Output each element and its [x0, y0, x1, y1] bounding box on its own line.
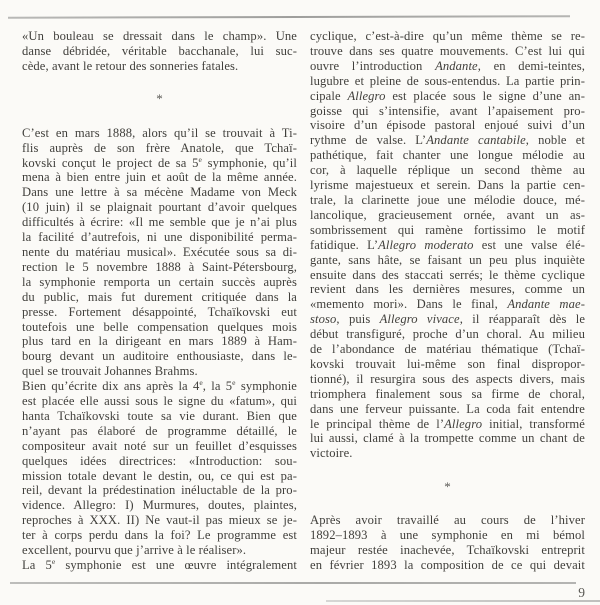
text-line: Bien qu’écrite dix ans après la 4e, la 5e symphonie [22, 377, 297, 394]
text-line: ter à corps perdu dans la foi? Le programme est [22, 528, 297, 543]
text-line: compositeur avait noté sur un feuillet d’esquisses [22, 438, 297, 453]
paragraph [22, 379, 297, 558]
text-line: rythme de valse. L’Andante cantabile, noble et [310, 133, 586, 148]
text-line: pathétique, fait chanter une longue mélodie au [310, 148, 585, 163]
text-line: vidence. Allegro: I) Murmures, doutes, plaintes, [22, 498, 297, 513]
text-line: nente du matériau musical». Exécutée sous sa di- [22, 244, 297, 259]
text-line: visoire d’un épisode pastoral enjoué suivi d’un [310, 118, 585, 133]
text-line: C’est en mars 1888, alors qu’il se trouvait à Ti- [22, 125, 297, 140]
text-line: difficultés à écrire: «Il me semble que je n’ai plus [22, 215, 297, 230]
text-line: bourg devant un auditoire enthousiaste, dans le- [22, 349, 297, 364]
text-line: quel se trouvait Johannes Brahms. [22, 364, 198, 379]
text-line: est placée elle aussi sous le signe du «fatum», qui [22, 394, 297, 409]
text-line: flis auprès de son frère Anatole, que Tchaï- [22, 140, 297, 155]
text-columns [22, 29, 585, 573]
page-top-edge-line [8, 15, 570, 18]
text-line: toutefois une belle compensation quelques mois [22, 319, 297, 334]
text-line: mission totale devant le destin, ou, ce qui est pa- [22, 468, 297, 483]
text-line: triomphera finalement sous sa firme de choral, [310, 386, 585, 401]
text-line: tionné), il resurgira sous des aspects divers, mais [310, 371, 585, 386]
text-line: reproches à XXX. II) Ne vaut-il pas mieux se je- [22, 513, 297, 528]
text-line: danse débridée, véritable bacchanale, lui suc- [22, 43, 297, 58]
paragraph [22, 29, 297, 74]
text-line: excellent, pourvu que j’arrive à le réaliser». [22, 543, 247, 558]
text-line: la facilité d’autrefois, ni une disponibilité perma- [22, 230, 297, 245]
asterisk-glyph: * [444, 478, 451, 494]
text-line: La 5e symphonie est une œuvre intégralement [22, 556, 297, 572]
text-line: presse. Fortement désappointé, Tchaïkovski eut [22, 304, 297, 319]
text-line: cède, avant le retour des sonneries fatales. [22, 58, 239, 73]
asterisk-glyph: * [156, 91, 163, 107]
text-line: 1892–1893 à une symphonie en mi bémol [310, 528, 585, 543]
text-line: (10 juin) il se plaignait pourtant d’avoir quelques [22, 200, 297, 215]
right-column [310, 29, 585, 573]
text-line: mena à bien entre juin et août de la même année. [22, 170, 297, 185]
text-line: n’ayant pas élaboré de programme détaillé, le [22, 423, 297, 438]
text-line: kovski trouvait lui-même son final dispropor- [310, 356, 585, 371]
text-line: reil, devant la prédestination inéluctable de la pro- [22, 483, 297, 498]
text-line: plus tard en la dirigeant en mars 1889 à Ham- [22, 334, 297, 349]
text-line: «Un bouleau se dressait dans le champ». Une [22, 29, 297, 43]
text-line: lyrisme majestueux et serein. Dans la partie cen- [310, 178, 585, 193]
paragraph [22, 126, 297, 379]
paragraph [310, 513, 585, 573]
text-line: gante, sans hâte, se faisant un peu plus inquiète [310, 252, 585, 267]
text-line: «memento mori». Dans le final, Andante mae- [310, 297, 585, 312]
page-bottom-edge-line [326, 600, 600, 602]
text-line: du public, mais fut durement critiquée dans la [22, 289, 297, 304]
section-separator [310, 461, 585, 513]
text-line: rection le 5 novembre 1888 à Saint-Pétersbourg, [22, 259, 297, 274]
text-line: en février 1893 la composition de ce qui devait [310, 558, 585, 572]
text-line: cor, à laquelle réplique un second thème au [310, 163, 585, 178]
text-line: majeur restée inachevée, Tchaïkovski entreprit [310, 543, 585, 558]
text-line: Après avoir travaillé au cours de l’hiver [310, 513, 585, 528]
text-line: quelques idées directrices: «Introduction: sou- [22, 453, 297, 468]
paragraph [22, 558, 297, 573]
text-line: fatidique. L’Allegro moderato est une valse élé- [310, 237, 586, 252]
text-line: lancolique, gracieusement ornée, avant un as- [310, 207, 585, 222]
text-line: revient dans les dernières mesures, comme un [310, 282, 585, 297]
text-line: le principal thème de l’Allegro initial, transformé [310, 416, 585, 431]
paragraph [310, 29, 585, 461]
text-line: victoire. [310, 446, 353, 461]
text-line: Dans une lettre à sa mécène Madame von Meck [22, 185, 297, 200]
text-line: hanta Tchaïkovski toute sa vie durant. Bien que [22, 408, 297, 423]
text-line: cyclique, c’est-à-dire qu’un même thème se re- [310, 29, 585, 43]
text-line: cipale Allegro est placée sous le signe d’une an- [310, 88, 585, 103]
footer-rule [10, 582, 576, 584]
page-number: 9 [578, 585, 585, 600]
text-line: sombrissement qui ramène fortissimo le motif [310, 222, 585, 237]
text-line: ensuite dans des staccati serrés; le thème cyclique [310, 267, 585, 282]
text-line: dans une ferveur puissante. La coda fait entendre [310, 401, 585, 416]
left-column [22, 29, 297, 573]
text-line: lui aussi, clamé à la trompette comme un chant de [310, 431, 585, 446]
text-line: stoso, puis Allegro vivace, il réapparaît dès le [310, 312, 586, 327]
text-line: goisse qui s’intensifie, avant l’apaisement pro- [310, 103, 585, 118]
text-line: kovski conçut le project de sa 5e symphonie, qu’il [22, 154, 297, 170]
text-line: la symphonie remporta un certain succès auprès [22, 274, 297, 289]
text-line: ouvre l’introduction Andante, en demi-teintes, [310, 58, 585, 73]
text-line: trouve dans ses quatre mouvements. C’est lui qui [310, 43, 585, 58]
text-line: trale, la clarinette joue une mélodie douce, mé- [310, 192, 585, 207]
text-line: lugubre et pleine de sous-entendus. La partie prin- [310, 73, 585, 88]
text-line: début transfiguré, proche d’un choral. Au milieu [310, 327, 585, 342]
text-line: de l’abondance de matériau thématique (Tchaï- [310, 342, 585, 357]
section-separator [22, 74, 297, 126]
